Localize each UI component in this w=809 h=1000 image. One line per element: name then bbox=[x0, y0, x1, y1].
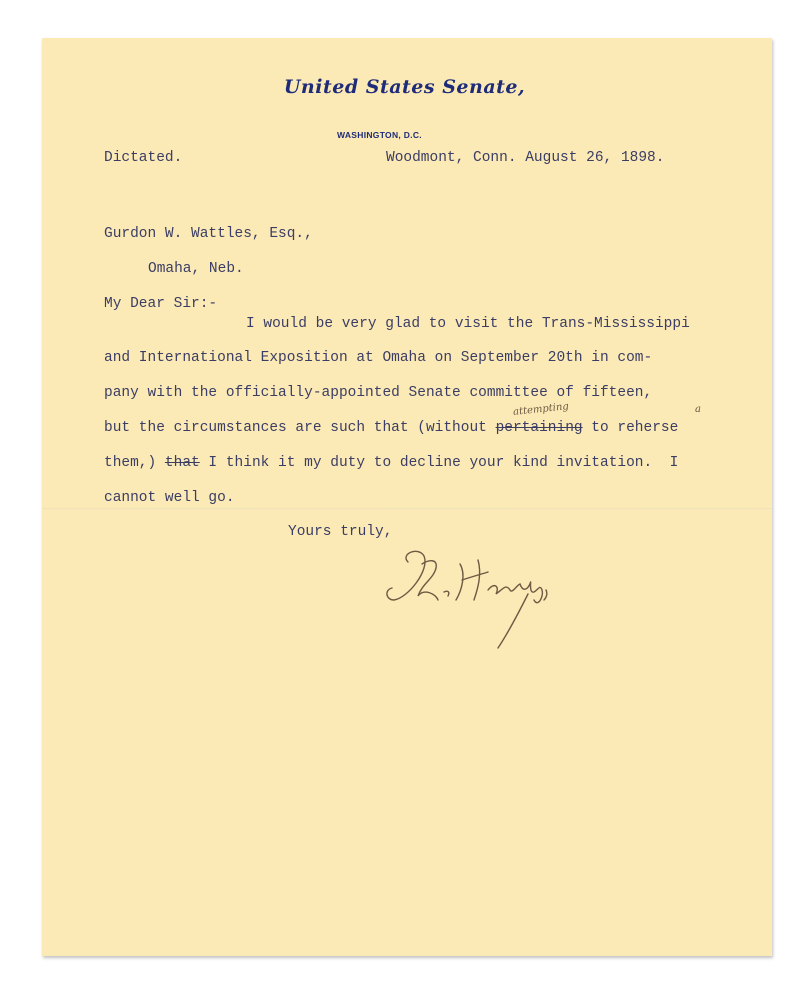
closing: Yours truly, bbox=[288, 524, 393, 540]
body-line-4-end: to reherse bbox=[582, 420, 679, 436]
body-line-6: cannot well go. bbox=[104, 490, 235, 506]
signature bbox=[378, 534, 578, 654]
signature-text: J.R. Hawley bbox=[378, 652, 385, 653]
handwritten-letter: a bbox=[695, 404, 701, 415]
body-line-3: pany with the officially-appointed Senate committee of fifteen, bbox=[104, 385, 653, 401]
letterhead-subtitle: WASHINGTON, D.C. bbox=[337, 130, 422, 140]
recipient-city: Omaha, Neb. bbox=[148, 261, 244, 277]
dictated-note: Dictated. bbox=[104, 150, 183, 166]
struck-word: pertaining bbox=[495, 420, 583, 436]
body-line-1: I would be very glad to visit the Trans-Mississippi bbox=[246, 316, 690, 332]
body-line-5 bbox=[104, 455, 678, 471]
body-line-5-start: them,) bbox=[104, 455, 165, 471]
body-line-5-end: I think it my duty to decline your kind invitation. I bbox=[199, 455, 679, 471]
recipient-name: Gurdon W. Wattles, Esq., bbox=[104, 226, 313, 242]
struck-word-2: that bbox=[164, 455, 200, 471]
fold-crease bbox=[42, 508, 772, 510]
body-line-2: and International Exposition at Omaha on September 20th in com- bbox=[104, 350, 653, 366]
letterhead: United States Senate, bbox=[283, 76, 526, 98]
body-line-4 bbox=[104, 420, 678, 436]
dateline: Woodmont, Conn. August 26, 1898. bbox=[386, 150, 665, 166]
handwritten-insertion: attempting bbox=[512, 401, 570, 418]
salutation: My Dear Sir:- bbox=[104, 296, 218, 312]
body-line-4-start: but the circumstances are such that (without bbox=[104, 420, 496, 436]
